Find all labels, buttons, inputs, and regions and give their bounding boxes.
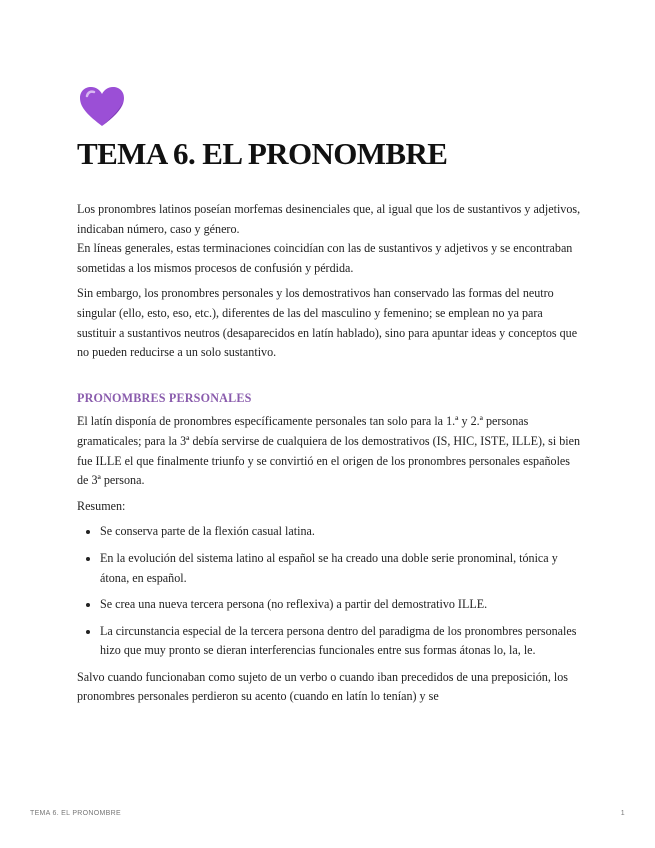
list-item: • La circunstancia especial de la tercera persona dentro del paradigma de los pronombres personales hizo que muy pronto se dieran interferencias funcionales entre sus formas átonas lo, la, le. (100, 622, 582, 661)
document-body (77, 200, 582, 713)
intro-sentence-2: En líneas generales, estas terminaciones coincidían con las de sustantivos y adjetivos y se encontraban sometidas a los mismos procesos de confusión y pérdida. (77, 241, 573, 275)
footer-title: TEMA 6. EL PRONOMBRE (30, 810, 121, 817)
intro-paragraph-1 (77, 200, 582, 278)
summary-list (77, 522, 582, 661)
section-heading: PRONOMBRES PERSONALES (77, 390, 252, 405)
intro-paragraph-2: Sin embargo, los pronombres personales y los demostrativos han conservado las formas del neutro singular (ello, esto, eso, etc.), diferentes de las del masculino y femenino; se emplean no ya para sustituir a sustantivos neutros (desaparecidos en latín hablado), sino para apuntar ideas y conceptos que no pueden reducirse a un solo sustantivo. (77, 286, 578, 360)
list-item: • En la evolución del sistema latino al español se ha creado una doble serie pronominal, tónica y átona, en español. (100, 549, 582, 588)
summary-label: Resumen: (77, 498, 126, 513)
section-paragraph-1: El latín disponía de pronombres específicamente personales tan solo para la 1.ª y 2.ª personas gramaticales; para la 3ª debía servirse de cualquiera de los demostrativos (IS, HIC, ISTE, ILLE), si bien fue ILLE el que finalmente triunfo y se convirtió en el origen de los pronombres personales españoles de 3ª persona. (77, 414, 581, 488)
page-footer (30, 810, 625, 817)
purple-heart-icon (79, 86, 125, 128)
list-item: • Se crea una nueva tercera persona (no reflexiva) a partir del demostrativo ILLE. (100, 595, 582, 615)
list-item: • Se conserva parte de la flexión casual latina. (100, 522, 582, 542)
page-number: 1 (620, 810, 625, 817)
page-title: TEMA 6. EL PRONOMBRE (77, 136, 448, 171)
section-paragraph-last: Salvo cuando funcionaban como sujeto de un verbo o cuando iban precedidos de una preposición, los pronombres personales perdieron su acento (cuando en latín lo tenían) y se (77, 669, 569, 704)
intro-sentence-1: Los pronombres latinos poseían morfemas desinenciales que, al igual que los de sustantivos y adjetivos, indicaban número, caso y género. (77, 202, 581, 236)
